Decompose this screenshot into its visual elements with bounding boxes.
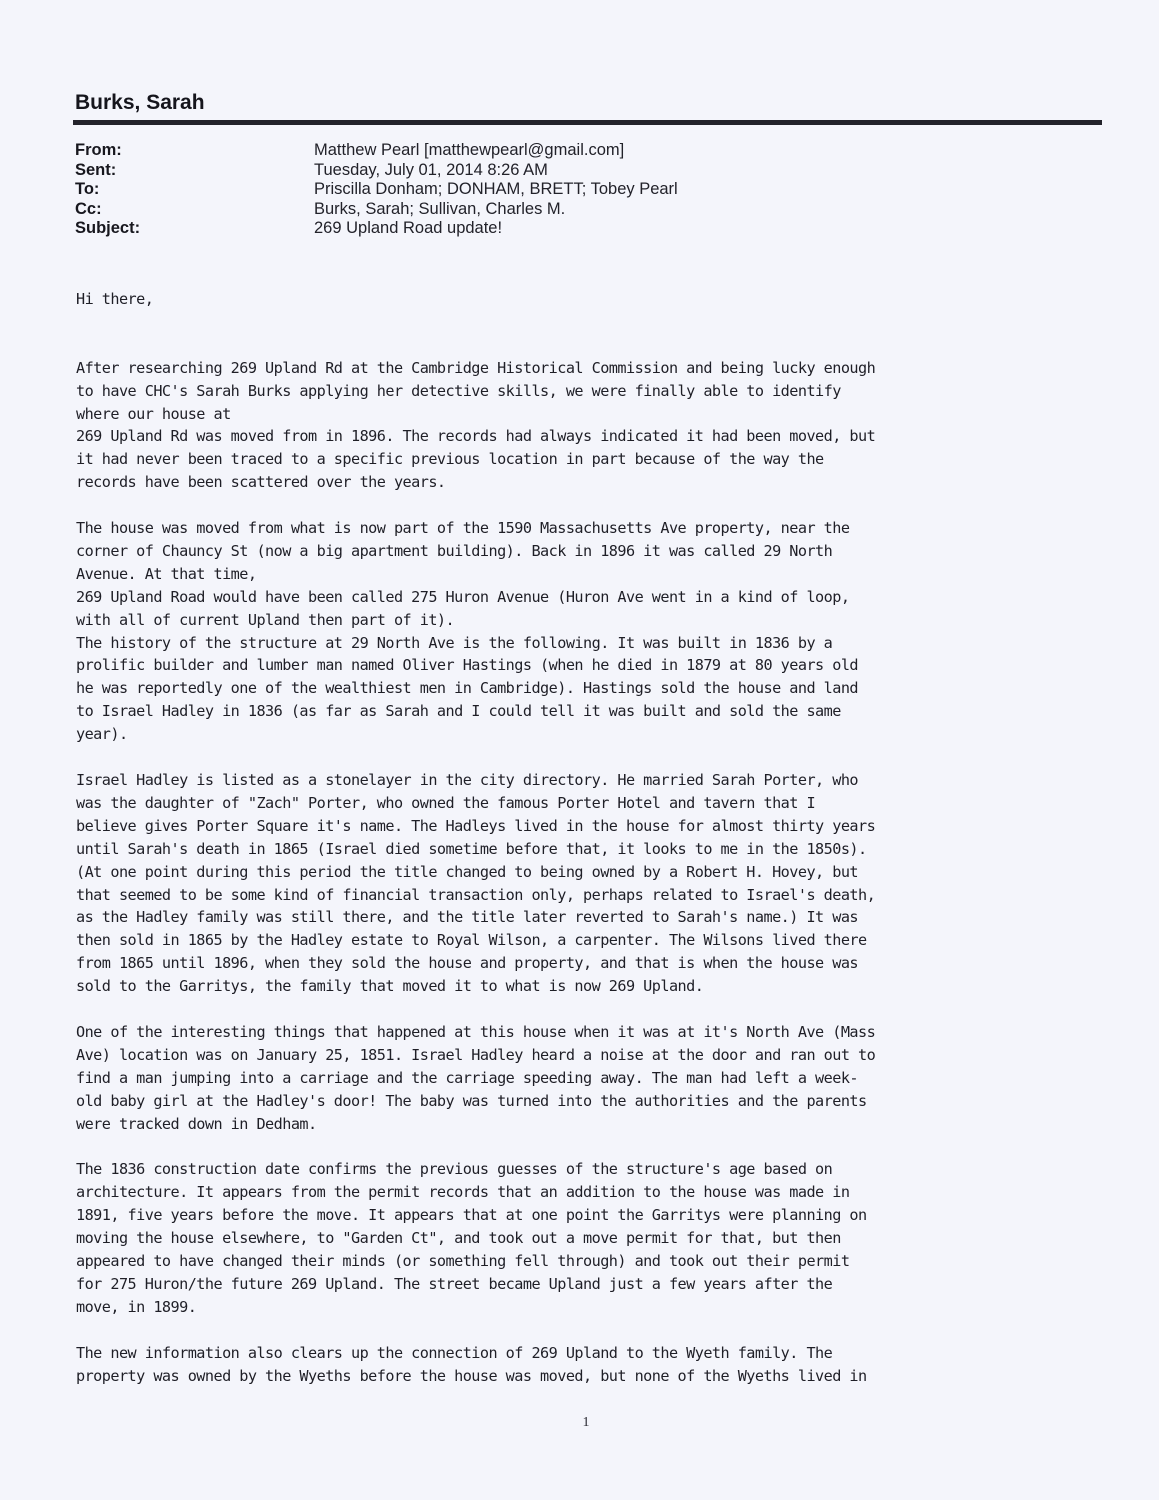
subject-label: Subject: <box>75 219 141 237</box>
sent-value: Tuesday, July 01, 2014 8:26 AM <box>314 160 548 179</box>
cc-value: Burks, Sarah; Sullivan, Charles M. <box>314 199 566 218</box>
cc-label: Cc: <box>75 199 102 218</box>
subject-value: 269 Upland Road update! <box>314 219 503 237</box>
from-row <box>75 141 678 161</box>
sent-label: Sent: <box>75 160 117 179</box>
page-number: 1 <box>582 1415 590 1430</box>
from-label: From: <box>75 141 122 159</box>
from-value: Matthew Pearl [matthewpearl@gmail.com] <box>314 141 625 159</box>
subject-row <box>75 219 678 239</box>
to-value: Priscilla Donham; DONHAM, BRETT; Tobey Pearl <box>314 180 678 198</box>
to-label: To: <box>75 180 100 198</box>
paragraph-original-location: The house was moved from what is now part of the 1590 Massachusetts Ave property, near the corner of Chauncy St (now a big apartment building). Back in 1896 it was called 29 North Avenue. At that time, 269 Upland Road would have been called 275 Huron Avenue (Huron Ave went in a kind of loop, with all of current Upland then part of it). The history of the structure at 29 North Ave is the following. It was built in 1836 by a prolific builder and lumber man named Oliver Hastings (when he died in 1879 at 80 years old he was reportedly one of the wealthiest men in Cambridge). Hastings sold the house and land to Israel Hadley in 1836 (as far as Sarah and I could tell it was built and sold the same year). <box>76 519 859 744</box>
paragraph-baby-incident: One of the interesting things that happened at this house when it was at it's North Ave (Mass Ave) location was on January 25, 1851. Israel Hadley heard a noise at the door and ran out to find a man jumping into a carriage and the carriage speeding away. The man had left a week- old baby girl at the Hadley's door! The baby was turned into the authorities and the parents were tracked down in Dedham. <box>76 1022 876 1133</box>
sent-row <box>75 161 678 181</box>
paragraph-hadley-history: Israel Hadley is listed as a stonelayer in the city directory. He married Sarah Porter, who was the daughter of "Zach" Porter, who owned the famous Porter Hotel and tavern that I believe gives Porter Square it's name. The Hadleys lived in the house for almost thirty years until Sarah's death in 1865 (Israel died sometime before that, it looks to me in the 1850s). (At one point during this period the title changed to being owned by a Robert H. Hovey, but that seemed to be some kind of financial transaction only, perhaps related to Israel's death, as the Hadley family was still there, and the title later reverted to Sarah's name.) It was then sold in 1865 by the Hadley estate to Royal Wilson, a carpenter. The Wilsons lived there from 1865 until 1896, when they sold the house and property, and that is when the house was sold to the Garritys, the family that moved it to what is now 269 Upland. <box>76 770 876 996</box>
email-body <box>76 288 1106 1387</box>
to-row <box>75 180 678 200</box>
greeting: Hi there, <box>76 290 154 308</box>
paragraph-wyeth-family: The new information also clears up the connection of 269 Upland to the Wyeth family. The property was owned by the Wyeths before the house was moved, but none of the Wyeths lived in <box>76 1343 867 1385</box>
paragraph-construction-date: The 1836 construction date confirms the previous guesses of the structure's age based on architecture. It appears from the permit records that an addition to the house was made in 1891, five years before the move. It appears that at one point the Garritys were planning on moving the house elsewhere, to "Garden Ct", and took out a move permit for that, but then appeared to have changed their minds (or something fell through) and took out their permit for 275 Huron/the future 269 Upland. The street became Upland just a few years after the move, in 1899. <box>76 1160 867 1316</box>
sender-name: Burks, Sarah <box>75 91 205 114</box>
header-rule <box>73 120 1102 125</box>
email-header-fields <box>75 141 678 239</box>
cc-row <box>75 200 678 220</box>
paragraph-research: After researching 269 Upland Rd at the Cambridge Historical Commission and being lucky enough to have CHC's Sarah Burks applying her detective skills, we were finally able to identify where our house at 269 Upland Rd was moved from in 1896. The records had always indicated it had been moved, but it had never been traced to a specific previous location in part because of the way the records have been scattered over the years. <box>76 358 876 492</box>
